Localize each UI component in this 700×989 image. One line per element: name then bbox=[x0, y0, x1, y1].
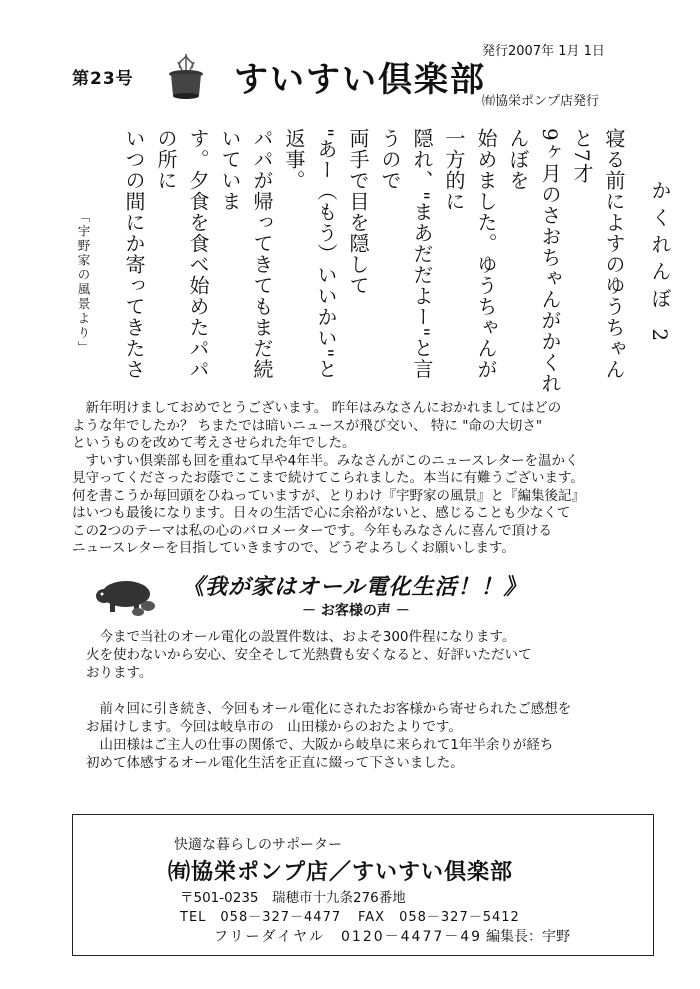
greeting-line: 見守ってくださったお蔭でここまで続けてこられました。本当に有難うございます。 bbox=[72, 470, 584, 486]
essay-line: す。夕食を食べ始めたパパの所に bbox=[154, 128, 210, 380]
greeting-line: ニュースレターを目指していきますので、どうぞよろしくお願いします。 bbox=[72, 540, 515, 556]
essay-line: パパが帰ってきてもまだ続いていま bbox=[218, 128, 274, 380]
essay-caption: 「宇野家の風景より」 bbox=[76, 210, 91, 355]
essay-line: 始めました。ゆうちゃんが一方的に bbox=[442, 128, 498, 380]
boar-illustration bbox=[90, 574, 160, 618]
footer-address: 〒501-0235 瑞穂市十九条276番地 bbox=[180, 890, 406, 906]
essay-body bbox=[120, 128, 630, 396]
feature-body bbox=[86, 628, 666, 772]
feature-subtitle: － お客様の声 － bbox=[302, 603, 410, 619]
footer-fax: FAX 058－327－5412 bbox=[358, 910, 520, 925]
footer-editor: 編集長：宇野 bbox=[486, 929, 570, 945]
essay-line: 両手で目を隠して bbox=[346, 128, 370, 296]
feature-line: 初めて体感するオール電化生活を正直に綴って下さいました。 bbox=[86, 755, 464, 771]
feature-line: 今まで当社のオール電化の設置件数は、およそ300件程になります。 bbox=[86, 629, 516, 645]
top-hat-logo bbox=[156, 52, 216, 104]
feature-line: お届けします。今回は岐阜市の 山田様からのおたよりです。 bbox=[86, 719, 462, 735]
footer-tagline: 快適な暮らしのサポーター bbox=[174, 837, 342, 853]
essay-line: "あー（もう）いいかい"と返事。 bbox=[282, 128, 338, 380]
newsletter-title: すいすい倶楽部 bbox=[234, 60, 486, 100]
greeting-line: はいつも最後になります。日々の生活で心に余裕がないと、感じることも少なくて bbox=[72, 505, 571, 521]
feature-line: 前々回に引き続き、今回もオール電化にされたお客様から寄せられたご感想を bbox=[86, 701, 572, 717]
greeting-line: 新年明けましておめでとうございます。 昨年はみなさんにおかれましてはどの bbox=[72, 400, 562, 416]
feature-title: 《我が家はオール電化生活！！》 bbox=[182, 575, 527, 600]
essay-title: かくれんぼ 2 bbox=[648, 180, 672, 349]
publisher: ㈲協栄ポンプ店発行 bbox=[482, 94, 600, 109]
new-year-greeting bbox=[72, 400, 654, 558]
publish-date: 発行2007年 1月 1日 bbox=[482, 44, 605, 59]
greeting-line: 何を書こうか毎回頭をひねっていますが、とりわけ『宇野家の風景』と『編集後記』 bbox=[72, 487, 585, 504]
footer-freedial: フリーダイヤル 0120－4477－49 bbox=[214, 929, 483, 945]
footer-tel: TEL 058－327－4477 bbox=[180, 910, 342, 925]
greeting-line: というものを改めて考えさせられた年でした。 bbox=[72, 435, 356, 451]
essay-line: 9ヶ月のさおちゃんがかくれんぼを bbox=[506, 128, 562, 394]
essay-line: いつの間にか寄ってきたさ bbox=[122, 128, 146, 380]
feature-line: おります。 bbox=[86, 665, 153, 681]
footer-company-name: ㈲協栄ポンプ店／すいすい倶楽部 bbox=[168, 860, 514, 885]
greeting-line: ような年でしたか？ ちまたでは暗いニュースが飛び交い、 特に "命の大切さ" bbox=[72, 417, 543, 434]
greeting-line: すいすい倶楽部も回を重ねて早や4年半。みなさんがこのニュースレターを温かく bbox=[72, 452, 579, 469]
greeting-line: この2つのテーマは私の心のバロメーターです。今年もみなさんに喜んで頂ける bbox=[72, 522, 553, 539]
essay-line: 寝る前によすのゆうちゃんと7才 bbox=[570, 128, 626, 380]
essay-line: 隠れ、"まあだだよー"と言うので bbox=[378, 128, 434, 380]
feature-line: 山田様はご主人の仕事の関係で、大阪から岐阜に来られて1年半余りが経ち bbox=[86, 737, 554, 753]
feature-line: 火を使わないから安心、安全そして光熱費も安くなると、好評いただいて bbox=[86, 647, 532, 663]
issue-number: 第23号 bbox=[72, 69, 134, 89]
